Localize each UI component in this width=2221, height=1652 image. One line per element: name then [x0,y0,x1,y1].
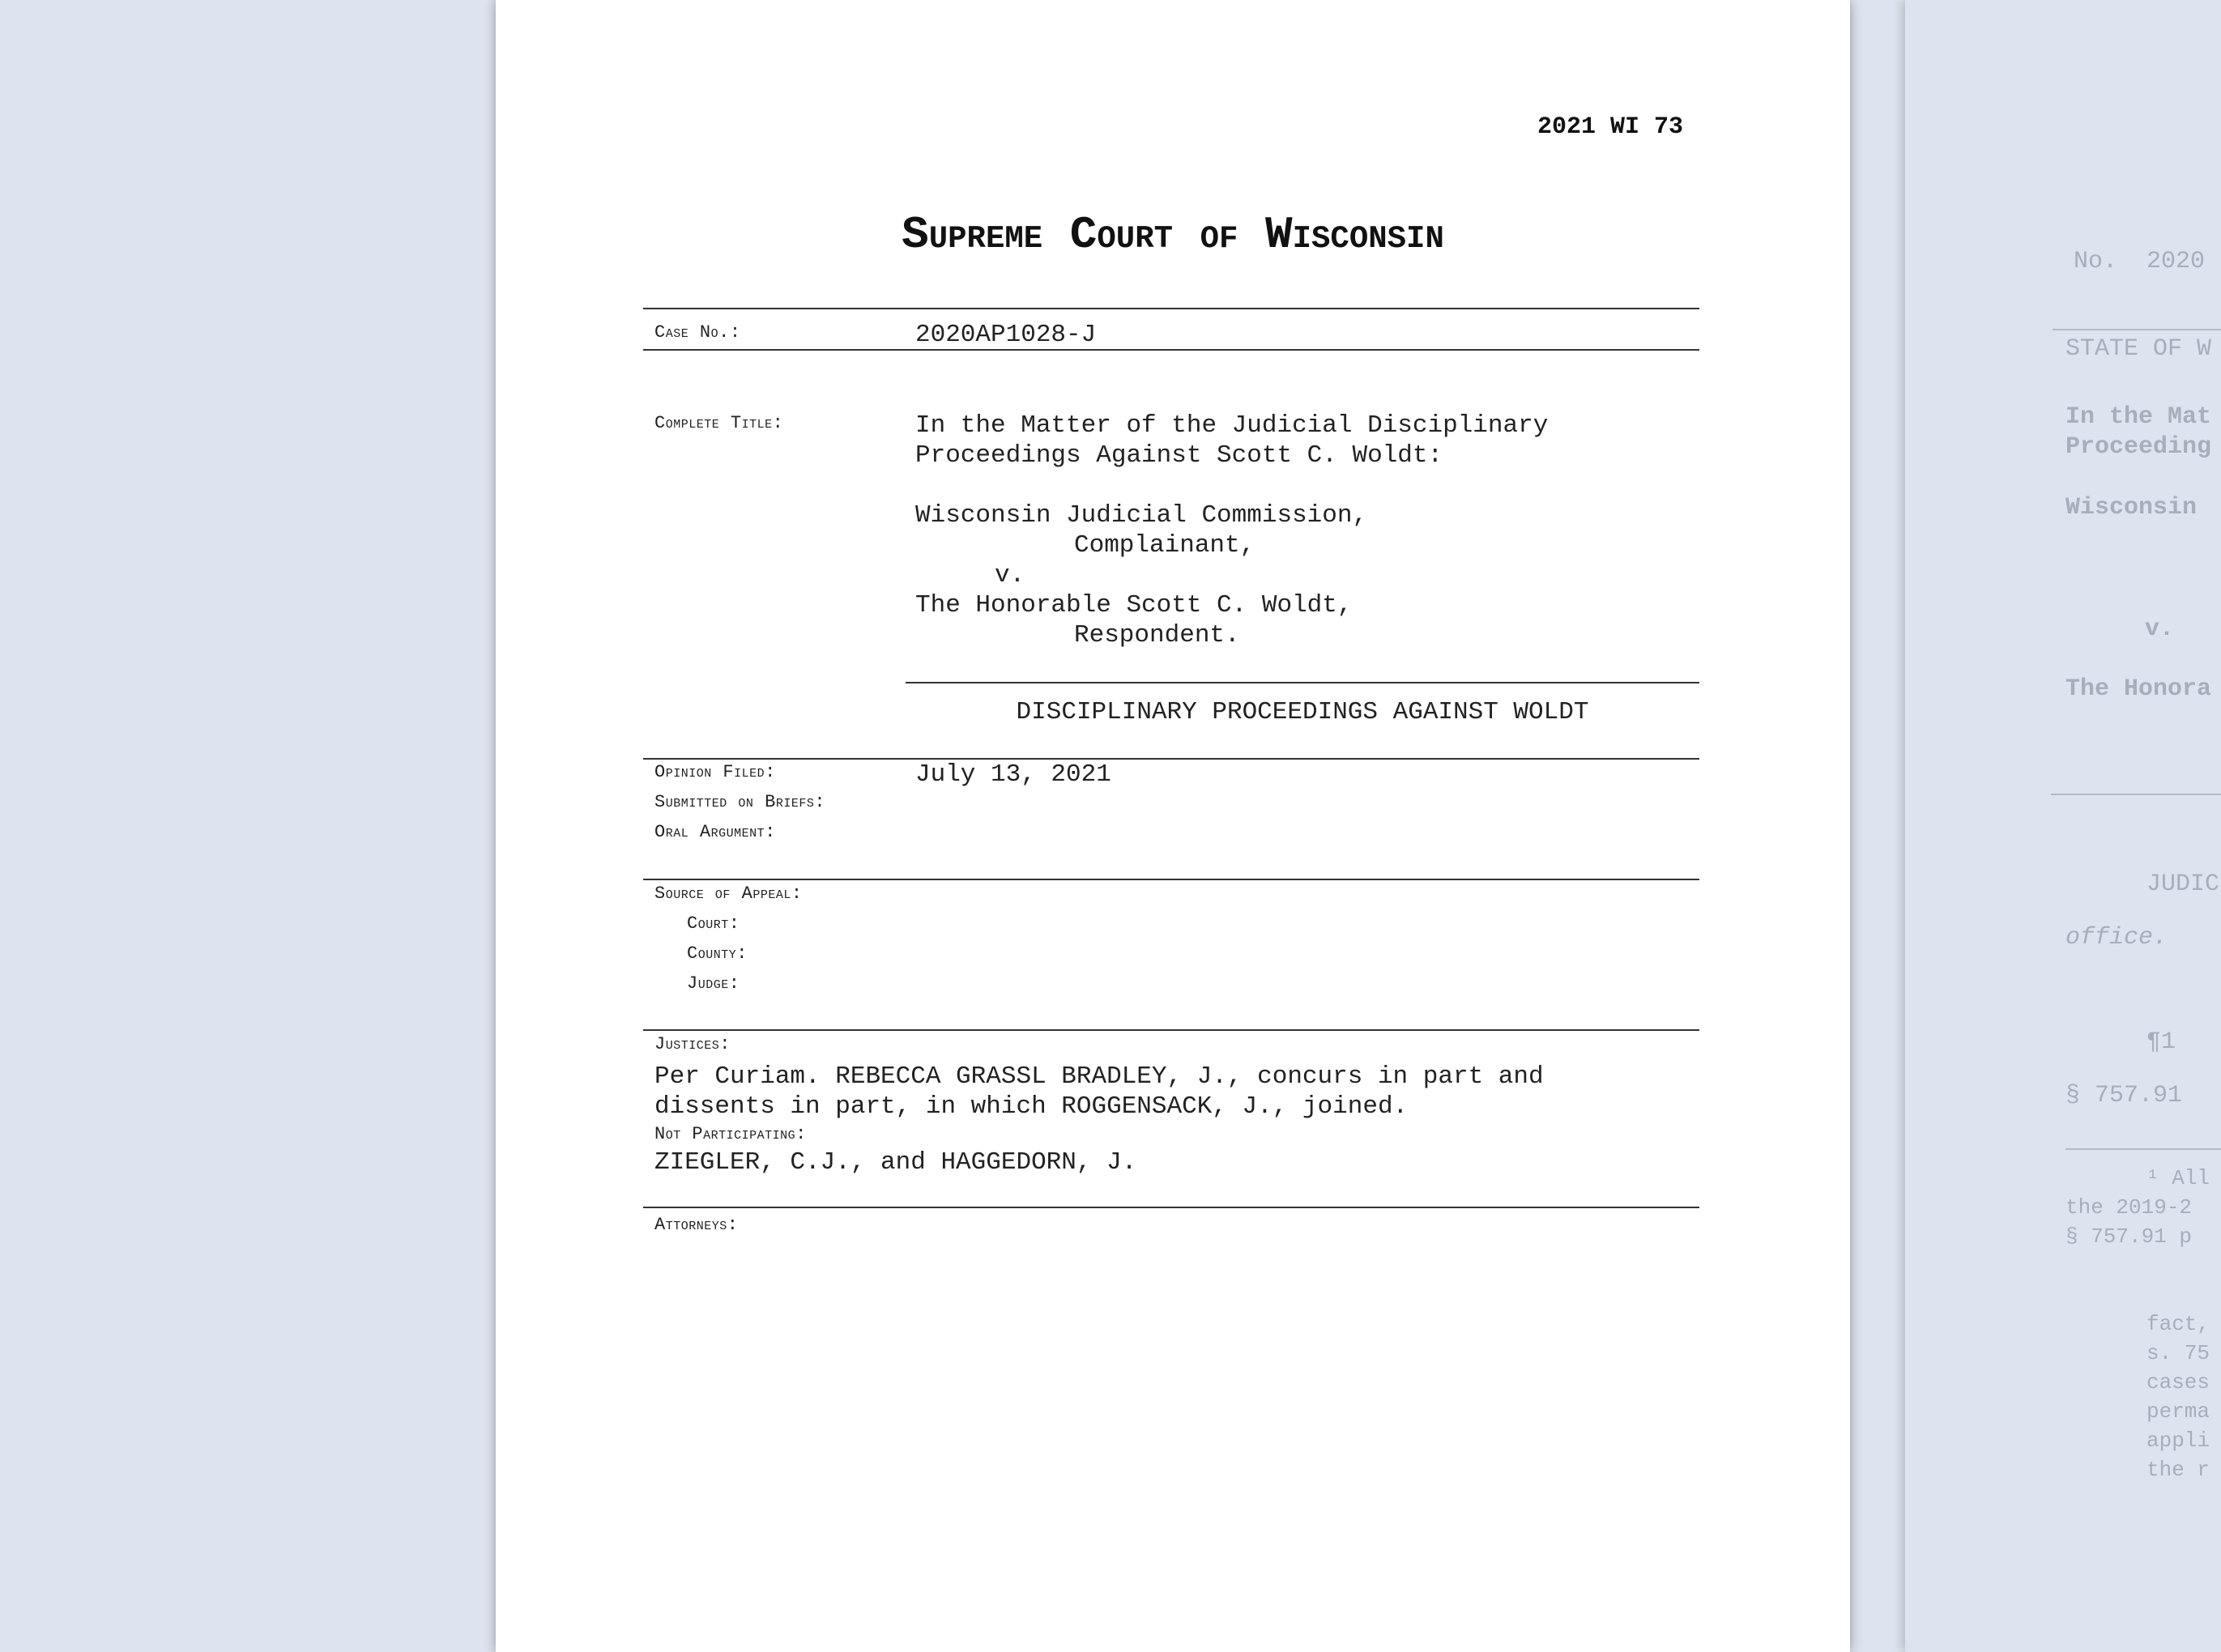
divider [643,879,1699,880]
oral-argument-label: Oral Argument: [654,822,776,842]
quote-line-5: appli [2146,1428,2210,1453]
quote-line-1: fact, [2146,1312,2210,1336]
complete-title-label: Complete Title: [654,413,784,433]
respondent-party: The Honorable Scott C. Woldt, [915,591,1353,620]
footnote-line-3: § 757.91 p [2065,1224,2193,1249]
divider [643,349,1699,351]
opinion-filed-label: Opinion Filed: [654,762,776,782]
statute-text: § 757.91 [2065,1082,2183,1109]
matter-line-1: In the Mat [2065,403,2212,431]
respondent-role: Respondent. [1074,621,1240,649]
submitted-on-briefs-label: Submitted on Briefs: [654,792,826,812]
short-title: DISCIPLINARY PROCEEDINGS AGAINST WOLDT [1016,698,1589,726]
citation: 2021 WI 73 [1537,113,1684,141]
complainant-role: Complainant, [1074,531,1255,560]
not-participating-label: Not Participating: [654,1124,807,1144]
complete-title-line-1: In the Matter of the Judicial Disciplinary [915,411,1549,440]
divider [2051,794,2221,795]
complete-title-line-2: Proceedings Against Scott C. Woldt: [915,441,1443,470]
judge-label: Judge: [687,973,740,994]
quote-line-2: s. 75 [2146,1341,2210,1365]
quote-line-4: perma [2146,1399,2210,1424]
party-2: The Honora [2065,675,2212,703]
source-of-appeal-label: Source of Appeal: [654,883,803,904]
party-1: Wisconsin [2065,494,2212,522]
footnote-line-1: ¹ All [2146,1166,2210,1190]
quote-line-6: the r [2146,1458,2210,1482]
document-page [496,0,1850,1652]
divider [643,758,1699,760]
attorneys-label: Attorneys: [654,1215,739,1235]
versus: v. [995,561,1025,590]
quote-line-3: cases [2146,1370,2210,1394]
not-participating-value: ZIEGLER, C.J., and HAGGEDORN, J. [654,1148,1137,1177]
footnote-line-2: the 2019-2 [2065,1195,2193,1220]
versus: v. [2145,615,2175,643]
court-label: Court: [687,913,740,934]
divider [643,1029,1699,1031]
court-title: Supreme Court of Wisconsin [902,209,1444,261]
complainant-party: Wisconsin Judicial Commission, [915,501,1368,530]
justices-label: Justices: [654,1034,731,1054]
opinion-filed-value: July 13, 2021 [915,760,1111,789]
office-text: office. [2065,924,2168,952]
county-label: County: [687,943,748,964]
divider [906,682,1699,683]
divider [643,308,1699,309]
justices-line-1: Per Curiam. REBECCA GRASSL BRADLEY, J., concurs in part and [654,1062,1544,1091]
case-no-label: Case No.: [654,322,741,343]
matter-line-2: Proceeding [2065,433,2212,461]
divider [643,1207,1699,1208]
state-text: STATE OF W [2065,335,2212,363]
footnote-rule [2065,1148,2221,1150]
justices-line-2: dissents in part, in which ROGGENSACK, J., joined. [654,1092,1409,1121]
paragraph-mark: ¶1 [2146,1028,2176,1056]
case-no-value: 2020AP1028-J [915,321,1097,349]
divider [2053,329,2221,330]
judic-text: JUDIC [2146,871,2220,898]
next-page-preview [1905,0,2221,1652]
case-no-text: No. 2020 [2074,248,2206,275]
